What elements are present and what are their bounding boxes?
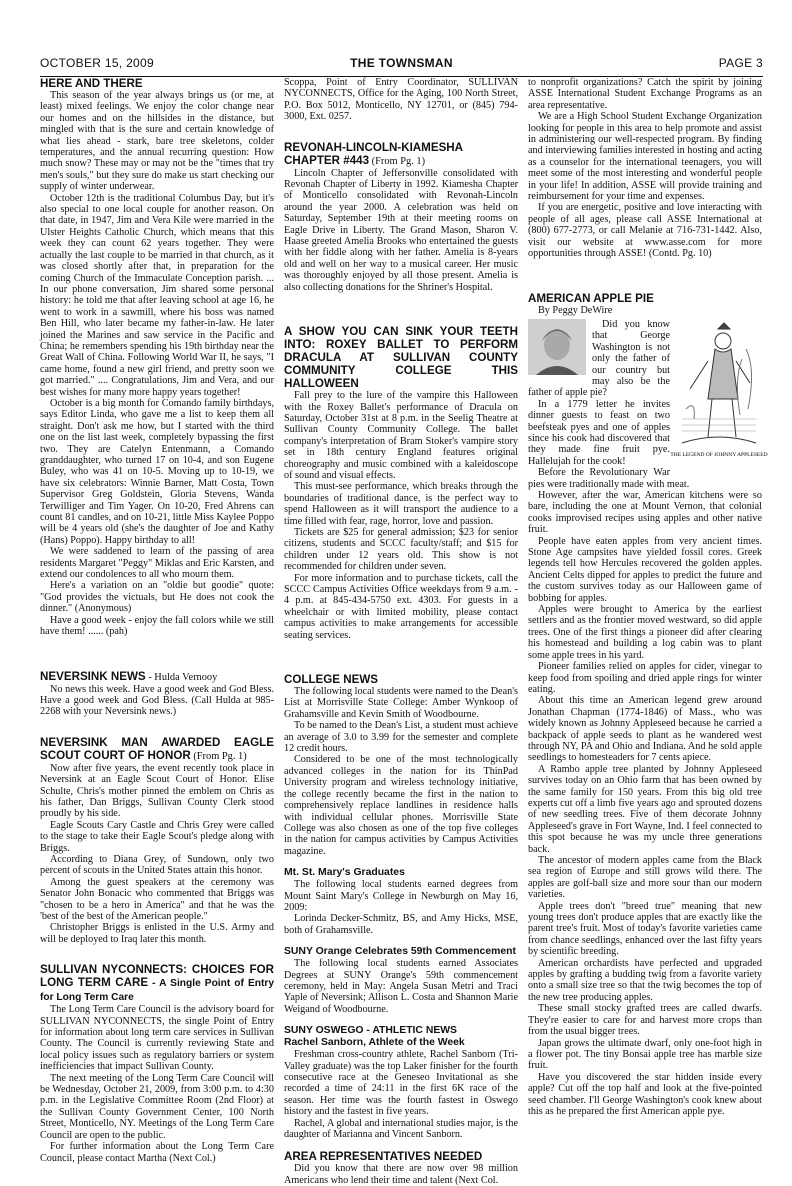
article-college-news: [284, 673, 518, 1140]
paragraph: Japan grows the ultimate dwarf, only one-foot high in a flower pot. The tiny Bonsai apple tree has marble size fruit.: [528, 1037, 762, 1072]
headline: COLLEGE NEWS: [284, 673, 379, 687]
paragraph: Apples were brought to America by the earliest settlers and as the frontier moved westward, so did apple trees. One of the first things a pioneer did after clearing his homestead and building a log cabin was to plant some apple trees in his yard.: [528, 604, 762, 661]
paragraph: This season of the year always brings us (or me, at least) mixed feelings. We enjoy the color change near our homes and on the hillsides in the distance, but mingled with that is the sure and certain knowledge of what lies ahead - stark, bare tree skeletons, colder temperatures, and the annual recurring question: How much snow? These may or may not be the "times that try men's souls," but they sure do make us start checking our supply of winter underwear.: [40, 90, 274, 193]
headline: [40, 963, 274, 1004]
paragraph: To be named to the Dean's List, a student must achieve an average of 3.0 to 3.99 for the semester and complete 12 credit hours.: [284, 720, 518, 755]
paragraph: Pioneer families relied on apples for cider, vinegar to keep food from spoiling and dried apple rings for winter eating.: [528, 661, 762, 695]
column-1: [40, 77, 274, 1164]
paragraph: Freshman cross-country athlete, Rachel Sanborn (Tri-Valley graduate) was the top Laker finisher for the fourth consecutive race at the Geneseo Invitational as she recorded a time of 24:11 in the first 6K race of the season. Her time was the fourth fastest in Oswego history and the fastest in five years.: [284, 1049, 518, 1118]
headline-text: NEVERSINK MAN AWARDED EAGLE SCOUT COURT OF HONOR: [40, 735, 274, 762]
paragraph: Considered to be one of the most technologically advanced colleges in the nation for its ThinPad University program and wireless technology initiative, the college recently became the first in the nation to comprehensively replace landlines in residence halls with individual cellular phones. Morrisville State College was also chosen as one of the top five colleges in the nation for campus activities by Campus Activities magazine.: [284, 754, 518, 857]
headline-text: SULLIVAN NYCONNECTS: CHOICES FOR LONG TERM CARE: [40, 963, 274, 990]
byline: - Hulda Vernooy: [145, 671, 218, 683]
paragraph: However, after the war, American kitchens were so bare, including the one at Mount Vernon, that colonial cooks improvised recipes using apples and other native fruit.: [528, 490, 762, 536]
paragraph: Did you know that George Washington is not only the father of our country but may also be the father of apple pie?: [528, 318, 670, 399]
article-american-apple-pie: [528, 291, 768, 1118]
headline: [40, 736, 274, 763]
paragraph: We are a High School Student Exchange Organization looking for people in this area to help promote and assist in administering our well-respected program. By finding and interviewing families interested in hosting and acting as a counselor for the international teenagers, you will meet some of the most interesting and wonderful people in your life! In addition, ASSE will provide training and reimbursement for your time and expenses.: [528, 111, 762, 203]
paragraph: October 12th is the traditional Columbus Day, but it's also special to one local couple for another reason. On that date, in 1947, Jim and Vera Kile were married in the Ulster Heights Catholic Church, which means that this week they can count 62 years together. They were actually the last couple to be married in that church, as it was closed shortly after that, in preparation for the coming Church of the Immaculate Conception parish. ... In our phone conversation, Jim shared some personal history: he told me that after leaving school at age 16, he went to work in a sawmill, where his boss was named Ben Hill, who later became my father-in-law. He later joined the Marines and saw service in the Pacific and China; he remembers spending his 19th birthday near the Great Wall of China. Following World War II, he says, "I came home, found a new girl friend, and pretty soon we got married." .... Congratulations, Jim and Vera, and our best wishes for many more happy years together!: [40, 192, 274, 398]
page-number: PAGE 3: [718, 56, 763, 70]
headline-text: REVONAH-LINCOLN-KIAMESHA CHAPTER #443: [284, 140, 464, 167]
paragraph: Now after five years, the event recently took place in Neversink at an Eagle Scout Court of Honor. Elise Schulte, Chris's mother pinned the emblem on Chris as his father, Dan Briggs, Sullivan County Clerk stood proudly by his side.: [40, 762, 274, 820]
byline: By Peggy DeWire: [538, 304, 613, 316]
paragraph: The following local students were named to the Dean's List at Morrisville State College: Amber Wynkoop of Grahamsville and Kevin Smith of Woodbourne.: [284, 686, 518, 720]
issue-date: OCTOBER 15, 2009: [40, 56, 154, 70]
subheadline: - A Single Point of Entry for Long Term Care: [40, 978, 274, 1004]
paragraph: For more information and to purchase tickets, call the SCCC Campus Activities Office weekdays from 9 a.m. - 4 p.m. at 845-434-5750 ext. 4303. For guests in a wheelchair or with limited mobility, please contact campus activities to make arrangements for accessible seating services.: [284, 572, 518, 641]
illustration-caption: THE LEGEND OF JOHNNY APPLESEED: [670, 451, 768, 458]
paragraph: Christopher Briggs is enlisted in the U.S. Army and will be deployed to Iraq later this month.: [40, 922, 274, 945]
article-area-representatives: [284, 1150, 518, 1186]
paragraph: The following local students earned Associates Degrees at SUNY Orange's 59th commencement ceremony, held in May: Angela Susan Metri and Traci Yaple of Neversink; Allison L. Costa and Shannon Marie Weigand of Woodbourne.: [284, 958, 518, 1015]
paragraph: The ancestor of modern apples came from the Black sea region of Europe and still grows wild there. The apples are golf-ball size and more sour than our modern varieties.: [528, 855, 762, 901]
paragraph: Among the guest speakers at the ceremony was Senator John Bonacic who commented that Briggs was "chosen to be a hero in America" and that he was the 'best of the best of the American people.": [40, 876, 274, 922]
paragraph: No news this week. Have a good week and God Bless. Have a good week and God Bless. (Call Hulda at 985-2268 with your Neversink news.): [40, 683, 274, 718]
paragraph: The next meeting of the Long Term Care Council will be Wednesday, October 21, 2009, from 3:00 p.m. to 4:30 p.m. in the Legislative Committee Room (2nd Floor) at the Sullivan County Government Center, 100 North Street, Monticello, NY. Meetings of the Long Term Care Council are open to the public.: [40, 1072, 274, 1141]
article-neversink-news: [40, 670, 274, 718]
paragraph: According to Diana Grey, of Sundown, only two percent of scouts in the United States attain this honor.: [40, 853, 274, 877]
article-eagle-scout: [40, 736, 274, 946]
headline: A SHOW YOU CAN SINK YOUR TEETH INTO: ROXEY BALLET TO PERFORM DRACULA AT SULLIVAN COUNTY COMMUNITY COLLEGE THIS HALLOWEEN: [284, 325, 518, 391]
masthead: [40, 54, 763, 77]
headline: AMERICAN APPLE PIE: [528, 291, 654, 305]
continued-paragraph: Scoppa, Point of Entry Coordinator, SULLIVAN NYCONNECTS, Office for the Aging, 100 North Street, P.O. Box 5012, Monticello, NY 12701, or (845) 794-3000, Ext. 0257.: [284, 77, 518, 123]
continued-from: (From Pg. 1): [369, 155, 426, 167]
continued-paragraph: to nonprofit organizations? Catch the spirit by joining ASSE International Student Exchange Programs as an area representative.: [528, 77, 762, 111]
article-nyconnects: [40, 963, 274, 1164]
paragraph: Fall prey to the lure of the vampire this Halloween with the Roxey Ballet's performance of Dracula on Saturday, October 31st at 8 p.m. in the Seelig Theatre at Sullivan County Community College. The ballet company's interpretation of Bram Stoker's vampire story set in 18th century England features original choreography and music combined with a kaleidoscope of sound and visual effects.: [284, 390, 518, 481]
paragraph: These small stocky grafted trees are called dwarfs. They're easier to care for and harvest more crops than from the usual bigger trees.: [528, 1003, 762, 1038]
author-photo: [528, 319, 586, 375]
headline: AREA REPRESENTATIVES NEEDED: [284, 1150, 483, 1164]
paragraph: October is a big month for Comando family birthdays, says Editor Linda, who gave me a list to keep them all straight. Don't ask me how, but I started with the third one on the list last week, completely bypassing the first two. They are Catelyn Entenmann, a Comando granddaughter, who turned 17 on 10-4, and son Eugene Buley, who was 41 on 10-5. Moving up to 10-19, we have six celebrators: Winnie Barner, Matt Costa, Town Supervisor Greg Goldstein, Gloria Stevens, Wanda Terwilliger and Tim Yager. On 10-20, Fred Ahrens can count 81 candles, and on 10-21, little Miss Kaylee Poppo will be 4 years old (she's the daughter of Joe and Kathy (Hans) Poppo). Happy birthday to all!: [40, 397, 274, 546]
paragraph: We were saddened to learn of the passing of area residents Margaret "Peggy" Miklas and Eric Karsten, and extend our condolences to all who mourn them.: [40, 546, 274, 581]
newspaper-title: THE TOWNSMAN: [350, 56, 453, 70]
johnny-appleseed-illustration: [670, 319, 768, 469]
continued-from: (From Pg. 1): [190, 750, 247, 762]
headline-text: NEVERSINK NEWS: [40, 669, 146, 683]
column-2: [284, 77, 518, 1186]
paragraph: Lincoln Chapter of Jeffersonville consolidated with Revonah Chapter of Liberty in 1992. Kiamesha Chapter of Monticello consolidated with Revonah-Lincoln around the year 2000. A celebration was held on Saturday, September 19th at their meeting rooms on Eagle Drive in Liberty. The Grand Mason, Sharon V. Haase greeted Amelia Brooks who entertained the guests with her fiddle along with her father. Amelia is 8-years old and well on her way to a musical career. Her music was thoroughly enjoyed by all those present. Amelia is also collecting donations for the Shriner's Hospital.: [284, 167, 518, 293]
paragraph: American orchardists have perfected and upgraded apples by grafting a budding twig from a favorite variety onto a small size tree so that the twig becomes the top of the new tree producing apples.: [528, 957, 762, 1003]
paragraph: About this time an American legend grew around Jonathan Chapman (1774-1846) of Mass., who was widely known as Johnny Appleseed because he carried a backpack of apple seeds to plant as he wandered west through NY, PA and Ohio and Indiana. And he sold apple seedlings to homesteaders for 7 cents apiece.: [528, 695, 762, 764]
paragraph: Have you discovered the star hidden inside every apple? Cut off the top half and look at the five-pointed seed chamber. I'll George Washington's cook knew about this as he prepared the first American apple pye.: [528, 1071, 762, 1117]
paragraph: Rachel, A global and international studies major, is the daughter of Marianna and Vincent Sanborn.: [284, 1117, 518, 1141]
article-revonah: [284, 141, 518, 293]
headline: HERE AND THERE: [40, 77, 143, 90]
paragraph: If you are energetic, positive and love interacting with people of all ages, please call ASSE International at (800) 677-2773, or call Melanie at 716-731-1442. Also, visit our website at www.asse.com for more opportunities through ASSE! (Contd. Pg. 10): [528, 202, 762, 260]
paragraph: Before the Revolutionary War pies were traditionally made with meat.: [528, 467, 690, 490]
subheadline: SUNY Orange Celebrates 59th Commencement: [284, 946, 516, 958]
paragraph: Here's a variation on an "oldie but goodie" quote: "God provides the victuals, but He does not cook the dinner." (Anonymous): [40, 580, 274, 615]
subheadline: Rachel Sanborn, Athlete of the Week: [284, 1037, 465, 1049]
paragraph: People have eaten apples from very ancient times. Stone Age campsites have yielded fossil cores. Greek legends tell how Hercules recovered the golden apples. Ancient Celts dipped for apples to predict the future and the custom survives today as our Halloween game of bobbing for apples.: [528, 535, 762, 604]
article-here-and-there: [40, 77, 274, 638]
paragraph: Apple trees don't "breed true" meaning that new young trees don't produce apples that are exactly like the parent tree's fruit. Most of today's favorite varieties came from chance seedlings, enhanced over the last fifty years by scientific breeding.: [528, 900, 762, 958]
article-roxey-ballet: [284, 325, 518, 641]
paragraph: This must-see performance, which breaks through the boundaries of traditional dance, is the perfect way to spend Halloween as it will transport the audience to a time filled with fear, rage, horror, love and passion.: [284, 481, 518, 527]
subheadline: SUNY OSWEGO - ATHLETIC NEWS: [284, 1025, 457, 1037]
headline: [284, 141, 518, 168]
column-3: [528, 77, 768, 1117]
paragraph: In a 1779 letter he invites dinner guests to feast on two beefsteak pyes and one of apples since his cook had discovered that they made fine fruit pye. Hallelujah for the cook!: [528, 398, 670, 467]
paragraph: For further information about the Long Term Care Council, please contact Martha (Next Col.): [40, 1141, 274, 1164]
paragraph: Eagle Scouts Cary Castle and Chris Grey were called to the stage to take their Eagle Scout's pledge along with Briggs.: [40, 819, 274, 854]
paragraph: Lorinda Decker-Schmitz, BS, and Amy Hicks, MSE, both of Grahamsville.: [284, 913, 518, 936]
subheadline: Mt. St. Mary's Graduates: [284, 867, 405, 879]
headline: [40, 670, 274, 684]
paragraph: The following local students earned degrees from Mount Saint Mary's College in Newburgh on May 16, 2009:: [284, 879, 518, 913]
paragraph: The Long Term Care Council is the advisory board for SULLIVAN NYCONNECTS, the single Point of Entry for information about long term care services in Sullivan County. The Council is currently reviewing State and local policy issues such as regulatory barriers or system inefficiencies that impact Sullivan County.: [40, 1004, 274, 1073]
paragraph: Did you know that there are now over 98 million Americans who lend their time and talent (Next Col.: [284, 1163, 518, 1186]
paragraph: A Rambo apple tree planted by Johnny Appleseed survives today on an Ohio farm that has been owned by the same family for 150 years. From this big old tree experts cut off a limb five years ago and sprouted dozens of new seedling trees. Five of them decorate Johnny Appleseed's grave in Fort Wayne, Ind. I feel connected to this spot because he was my uncle three generations back.: [528, 763, 762, 855]
paragraph: Have a good week - enjoy the fall colors while we still have them! ...... (pah): [40, 614, 274, 638]
paragraph: Tickets are $25 for general admission; $23 for senior citizens, students and SCCC faculty/staff; and $15 for children under 12 years old. This show is not recommended for children under seven.: [284, 526, 518, 573]
